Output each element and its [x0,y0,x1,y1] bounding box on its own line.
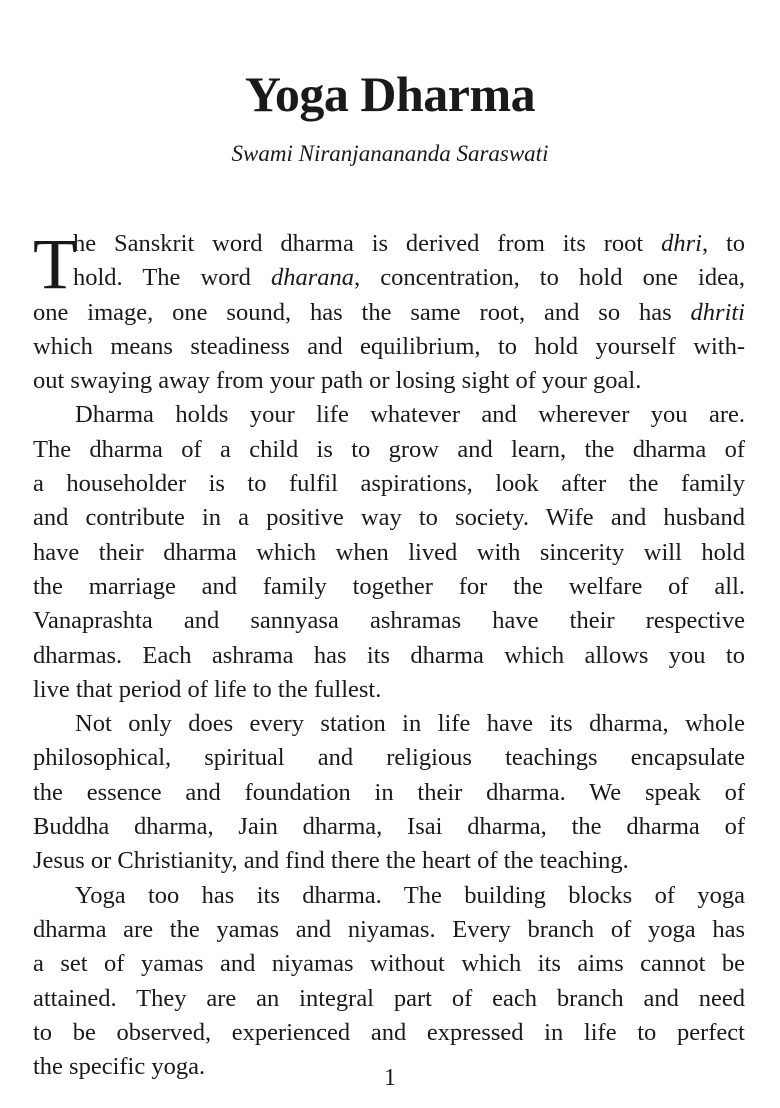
text-line: a set of yamas and niyamas without which its aims cannot be [33,950,745,978]
text-line: philosophical, spiritual and religious teachings encapsulate [33,744,745,772]
text-line: to be observed, experienced and expressed in life to perfect [33,1018,745,1046]
text-line: the essence and foundation in their dharma. We speak of [33,778,745,806]
text-line: the marriage and family together for the welfare of all. [33,572,745,600]
page-number: 1 [384,1065,396,1091]
author-byline: Swami Niranjanananda Saraswati [231,141,549,166]
text-line: have their dharma which when lived with sincerity will hold [33,538,745,566]
text-line: dharmas. Each ashrama has its dharma which allows you to [33,641,745,669]
text-line: dharma are the yamas and niyamas. Every branch of yoga has [33,915,745,943]
text-line: out swaying away from your path or losing sight of your goal. [33,367,642,395]
drop-cap: T [33,224,77,304]
article-body [33,224,746,1084]
text-line: one image, one sound, has the same root, and so has dhriti [33,298,745,326]
text-line: Yoga too has its dharma. The building blocks of yoga [75,881,745,909]
text-line: Not only does every station in life have its dharma, whole [75,710,745,738]
text-line: Vanaprashta and sannyasa ashramas have their respective [33,607,745,635]
text-line: a householder is to fulfil aspirations, look after the family [33,470,745,498]
text-line: he Sanskrit word dharma is derived from its root dhri, to [73,230,746,257]
italic-term: dhri [661,230,702,257]
text-line: which means steadiness and equilibrium, to hold yourself with- [33,332,745,360]
text-line: live that period of life to the fullest. [33,675,382,703]
text-line: Buddha dharma, Jain dharma, Isai dharma, the dharma of [33,813,745,841]
page-title: Yoga Dharma [244,65,536,122]
text-line: and contribute in a positive way to society. Wife and husband [33,504,745,532]
text-lines [33,224,746,1084]
text-line: Dharma holds your life whatever and wherever you are. [75,401,745,429]
text-line: The dharma of a child is to grow and learn, the dharma of [33,435,745,463]
italic-term: dhriti [690,298,745,326]
italic-term: dharana [270,264,355,292]
text-line: the specific yoga. [33,1053,206,1081]
text-line: hold. The word dharana, concentration, to hold one idea, [73,264,745,292]
text-line: Jesus or Christianity, and find there the heart of the teaching. [33,847,629,875]
text-line: attained. They are an integral part of each branch and need [33,984,745,1012]
